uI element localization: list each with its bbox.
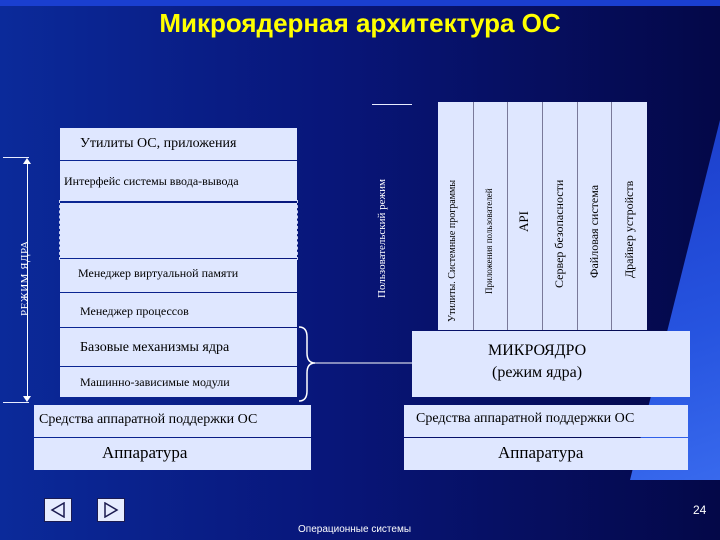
hw-support-box-right — [404, 405, 688, 437]
kernel-bracket-bottom — [3, 402, 29, 403]
col-file-system-label: Файловая система — [587, 184, 601, 278]
base-mechanisms-label: Базовые механизмы ядра — [80, 340, 230, 355]
col-system-utilities-label: Утилиты. Системные программы — [447, 179, 458, 322]
process-manager-box — [60, 293, 297, 327]
col-user-apps-label: Приложения пользователей — [484, 188, 494, 294]
vm-manager-box — [60, 259, 297, 292]
col-system-utilities — [438, 102, 474, 330]
col-file-system — [578, 102, 612, 330]
vm-manager-label: Менеджер виртуальной памяти — [78, 266, 239, 280]
io-interface-box — [60, 161, 297, 201]
io-interface-label: Интерфейс системы ввода-вывода — [64, 174, 239, 188]
col-security-server-label: Сервер безопасности — [552, 179, 566, 288]
col-user-apps — [474, 102, 508, 330]
kernel-mode-label: РЕЖИМ ЯДРА — [19, 240, 31, 316]
hw-support-box-left — [34, 405, 311, 437]
col-device-driver-label: Драйвер устройств — [622, 180, 636, 278]
process-manager-label: Менеджер процессов — [80, 304, 189, 318]
utilities-box — [60, 128, 297, 160]
col-security-server — [543, 102, 578, 330]
triangle-left-icon — [50, 502, 66, 518]
arrow-down-icon — [23, 396, 31, 402]
col-api — [508, 102, 543, 330]
user-mode-label: Пользовательский режим — [376, 178, 388, 298]
col-api-label: API — [516, 211, 531, 232]
hardware-label-right: Аппаратура — [498, 443, 584, 462]
middle-blank-box — [60, 203, 297, 258]
machine-modules-label: Машинно-зависимые модули — [80, 375, 230, 389]
top-accent-bar — [0, 0, 720, 6]
hardware-box-right — [404, 438, 688, 470]
user-mode-top-line — [372, 104, 412, 105]
footer-text: Операционные системы — [298, 524, 412, 535]
hw-support-label-left: Средства аппаратной поддержки ОС — [39, 412, 258, 427]
microkernel-box — [412, 331, 690, 397]
microkernel-label-line2: (режим ядра) — [492, 364, 583, 381]
back-button[interactable] — [44, 498, 72, 522]
slide-title: Микроядерная архитектура ОС — [159, 8, 561, 38]
utilities-label: Утилиты ОС, приложения — [80, 136, 237, 151]
forward-button[interactable] — [97, 498, 125, 522]
page-number: 24 — [693, 503, 707, 517]
brace-connector-icon — [295, 325, 415, 405]
triangle-right-icon — [103, 502, 119, 518]
arrow-up-icon — [23, 158, 31, 164]
col-device-driver — [612, 102, 647, 330]
hw-support-label-right: Средства аппаратной поддержки ОС — [416, 411, 635, 426]
base-mechanisms-box — [60, 328, 297, 366]
left-dashed-line — [59, 200, 60, 260]
machine-modules-box — [60, 367, 297, 397]
microkernel-label-line1: МИКРОЯДРО — [488, 342, 587, 359]
hardware-label-left: Аппаратура — [102, 443, 188, 462]
right-dashed-line — [297, 200, 298, 260]
hardware-box-left — [34, 438, 311, 470]
